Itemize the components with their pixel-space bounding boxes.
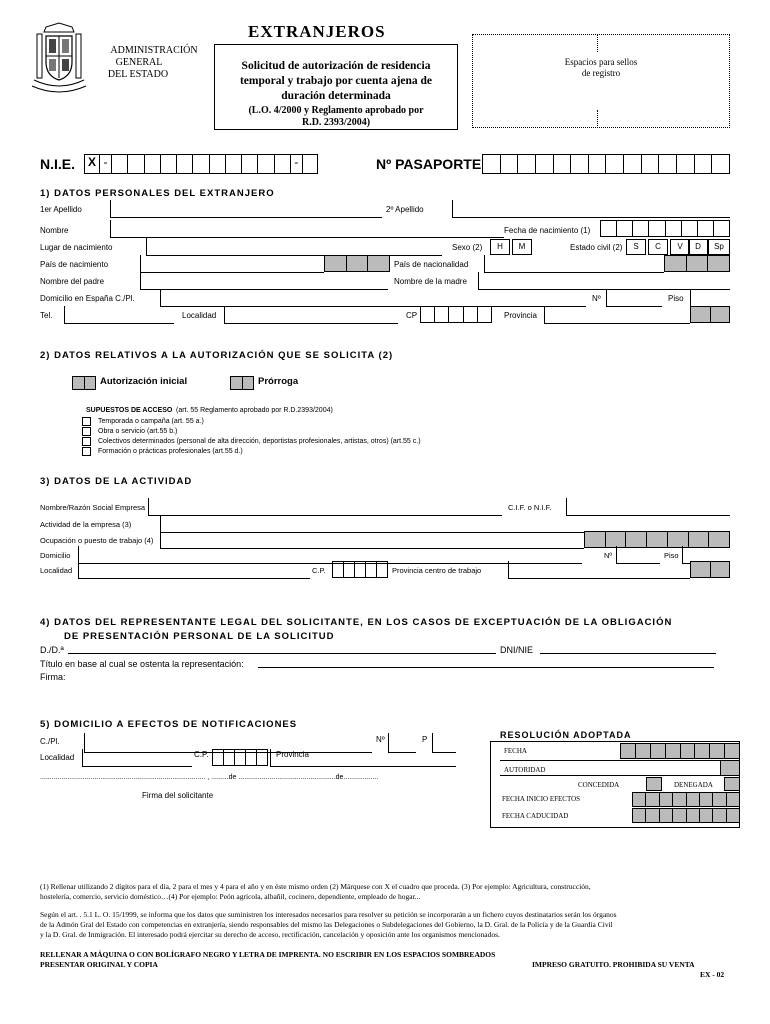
- section-4-title-2: DE PRESENTACIÓN PERSONAL DE LA SOLICITUD: [64, 631, 335, 642]
- checkbox-supuesto-4[interactable]: [82, 447, 91, 456]
- checkbox-res-denegada: [724, 777, 740, 791]
- section-2-title: 2) DATOS RELATIVOS A LA AUTORIZACIÓN QUE SE SOLICITA (2): [40, 350, 394, 361]
- label-firma-representante: Firma:: [40, 672, 66, 682]
- field-localidad-empresa[interactable]: [78, 561, 310, 579]
- form-title-line-2: temporal y trabajo por cuenta ajena de: [239, 75, 433, 87]
- code-pais-nacimiento: [324, 255, 390, 272]
- label-localidad: Localidad: [182, 311, 217, 320]
- label-supuestos-ref: (art. 55 Reglamento aprobado por R.D.2393/2004): [176, 407, 333, 414]
- checkbox-autorizacion-inicial[interactable]: [72, 376, 96, 390]
- field-titulo-representacion[interactable]: [258, 667, 714, 668]
- label-estado-civil: Estado civil (2): [570, 243, 623, 252]
- admin-line-2: GENERAL: [115, 57, 163, 68]
- field-fecha-nacimiento[interactable]: [600, 220, 730, 237]
- field-pais-nacionalidad[interactable]: [484, 255, 664, 273]
- passport-field[interactable]: [482, 154, 730, 174]
- field-empresa[interactable]: [148, 498, 502, 516]
- field-res-inicio: [632, 792, 740, 807]
- label-apellido-1: 1er Apellido: [40, 205, 82, 214]
- stamp-tick-bottom: [597, 110, 598, 128]
- nie-dash-2: -: [291, 155, 303, 173]
- label-res-concedida: CONCEDIDA: [578, 781, 620, 789]
- label-pais-nacimiento: País de nacimiento: [40, 260, 109, 269]
- label-supuesto-4: Formación o prácticas profesionales (art.55 d.): [98, 448, 243, 455]
- label-pais-nacionalidad: País de nacionalidad: [394, 260, 469, 269]
- form-title-line-5: R.D. 2393/2004): [301, 117, 371, 128]
- label-sexo: Sexo (2): [452, 243, 483, 252]
- label-dni-nie: DNI/NIE: [500, 645, 534, 655]
- label-cp: CP: [406, 311, 418, 320]
- checkbox-supuesto-3[interactable]: [82, 437, 91, 446]
- label-apellido-2: 2º Apellido: [386, 205, 424, 214]
- label-notif-provincia: Provincia: [276, 750, 309, 759]
- field-provincia[interactable]: [544, 306, 690, 324]
- label-ocupacion: Ocupación o puesto de trabajo (4): [40, 536, 154, 545]
- checkbox-sexo-h[interactable]: H: [490, 239, 510, 255]
- label-res-fecha: FECHA: [504, 747, 527, 755]
- stamp-line-1: Espacios para sellos: [564, 57, 638, 67]
- label-nombre-padre: Nombre del padre: [40, 277, 105, 286]
- label-supuesto-3: Colectivos determinados (personal de alta dirección, deportistas profesionales, artistas, otros) (art.55 c.): [98, 438, 421, 445]
- label-notif-cp: C.P.: [194, 750, 209, 759]
- field-nombre-madre[interactable]: [478, 272, 730, 290]
- label-res-denegada: DENEGADA: [674, 781, 713, 789]
- checkbox-sexo-m[interactable]: M: [512, 239, 532, 255]
- label-actividad: Actividad de la empresa (3): [40, 520, 132, 529]
- field-cif[interactable]: [566, 498, 730, 516]
- date-place-line[interactable]: ..................................................................................... , .........de ..................................................de..................: [40, 774, 379, 781]
- label-provincia-empresa: Provincia centro de trabajo: [392, 566, 482, 575]
- field-apellido-2[interactable]: [452, 200, 730, 218]
- field-res-fecha: [620, 743, 740, 759]
- label-supuestos: SUPUESTOS DE ACCESO: [86, 407, 173, 414]
- checkbox-supuesto-2[interactable]: [82, 427, 91, 436]
- code-provincia-empresa: [690, 561, 730, 578]
- form-title-line-4: (L.O. 4/2000 y Reglamento aprobado por: [248, 105, 424, 116]
- label-piso: Piso: [668, 294, 684, 303]
- checkbox-prorroga[interactable]: [230, 376, 254, 390]
- field-telefono[interactable]: [64, 306, 174, 324]
- label-domicilio-empresa: Domicilio: [40, 551, 71, 560]
- form-title-line-1: Solicitud de autorización de residencia: [241, 60, 431, 72]
- label-empresa: Nombre/Razón Social Empresa: [40, 503, 146, 512]
- admin-line-1: ADMINISTRACIÓN: [110, 45, 198, 56]
- label-localidad-empresa: Localidad: [40, 566, 73, 575]
- coat-of-arms-icon: [28, 22, 90, 96]
- label-res-autoridad: AUTORIDAD: [504, 766, 546, 774]
- field-dni-nie[interactable]: [540, 653, 716, 654]
- label-supuesto-2: Obra o servicio (art.55 b.): [98, 428, 178, 435]
- field-notif-cp[interactable]: [212, 749, 268, 766]
- code-pais-nacionalidad: [664, 255, 730, 272]
- form-title-line-3: duración determinada: [281, 90, 391, 102]
- label-supuesto-1: Temporada o campaña (art. 55 a.): [98, 418, 204, 425]
- field-pais-nacimiento[interactable]: [140, 255, 324, 273]
- label-autorizacion-inicial: Autorización inicial: [100, 376, 188, 387]
- label-cif: C.I.F. o N.I.F.: [508, 503, 552, 512]
- field-cp-empresa[interactable]: [332, 561, 388, 578]
- lopd-line-1: Según el art. . 5.1 L. O. 15/1999, se informa que los datos que suministren los interesados necesarios para resolver su petición se incorporarán a un fichero cuyos destinatarios serán los órganos: [40, 910, 617, 919]
- field-res-autoridad-code: [720, 760, 740, 776]
- nie-field[interactable]: [84, 154, 318, 174]
- label-titulo-representacion: Título en base al cual se ostenta la representación:: [40, 659, 244, 669]
- admin-line-3: DEL ESTADO: [107, 69, 169, 80]
- section-4-title-1: 4) DATOS DEL REPRESENTANTE LEGAL DEL SOLICITANTE, EN LOS CASOS DE EXCEPTUACIÓN DE LA OBLIGACIÓN: [40, 617, 673, 628]
- label-notif-localidad: Localidad: [40, 753, 75, 762]
- label-nombre-madre: Nombre de la madre: [394, 277, 467, 286]
- field-lugar-nacimiento[interactable]: [146, 238, 442, 256]
- label-cp-empresa: C.P.: [312, 566, 326, 575]
- nie-prefix: X: [85, 155, 100, 173]
- section-1-title: 1) DATOS PERSONALES DEL EXTRANJERO: [40, 188, 275, 199]
- checkbox-ec-d[interactable]: D: [688, 239, 708, 255]
- lopd-line-3: y la D. Gral. de Inmigración. El interesado podrá ejercitar su derecho de acceso, rectificación, cancelación y oposición ante los organismos mencionados.: [40, 930, 500, 939]
- field-cp[interactable]: [420, 306, 492, 323]
- checkbox-supuesto-1[interactable]: [82, 417, 91, 426]
- stamp-area: [472, 34, 730, 128]
- field-res-caducidad: [632, 808, 740, 823]
- label-res-inicio: FECHA INICIO EFECTOS: [502, 795, 581, 803]
- nie-dash-1: -: [100, 155, 112, 173]
- field-apellido-1[interactable]: [110, 200, 382, 218]
- section-5-title: 5) DOMICILIO A EFECTOS DE NOTIFICACIONES: [40, 719, 298, 730]
- field-notif-provincia[interactable]: [270, 749, 456, 767]
- field-localidad[interactable]: [224, 306, 398, 324]
- label-numero: Nº: [592, 294, 601, 303]
- label-notif-calle: C./Pl.: [40, 737, 60, 746]
- free-form-notice: IMPRESO GRATUITO. PROHIBIDA SU VENTA: [532, 960, 695, 969]
- checkbox-ec-v[interactable]: V: [670, 239, 690, 255]
- checkbox-res-concedida: [646, 777, 662, 791]
- footnotes-line-2: hostelería, comercio, servicio doméstico…(4) Por ejemplo: Peón agrícola, albañil, cocinero, dependiente, empleado de hogar...: [40, 892, 421, 901]
- field-piso[interactable]: [690, 289, 730, 307]
- field-nombre-padre[interactable]: [140, 272, 388, 290]
- label-res-caducidad: FECHA CADUCIDAD: [502, 812, 569, 820]
- instructions-line-1: RELLENAR A MÁQUINA O CON BOLÍGRAFO NEGRO Y LETRA DE IMPRENTA. NO ESCRIBIR EN LOS ESPACIOS SOMBREADOS: [40, 950, 496, 959]
- label-firma-solicitante: Firma del solicitante: [142, 791, 214, 800]
- field-nombre[interactable]: [110, 220, 504, 238]
- label-provincia: Provincia: [504, 311, 537, 320]
- field-numero[interactable]: [606, 289, 662, 307]
- form-code: EX - 02: [700, 970, 725, 979]
- label-nombre: Nombre: [40, 226, 69, 235]
- field-notif-localidad[interactable]: [82, 749, 192, 767]
- stamp-tick-top: [597, 34, 598, 52]
- label-representante: D./D.ª: [40, 645, 64, 655]
- page-title: EXTRANJEROS: [248, 22, 386, 41]
- stamp-line-2: de registro: [581, 68, 621, 78]
- label-fecha-nacimiento: Fecha de nacimiento (1): [504, 226, 591, 235]
- resolucion-title: RESOLUCIÓN ADOPTADA: [500, 730, 632, 740]
- code-provincia: [690, 306, 730, 323]
- lopd-line-2: de la Admón Gral del Estado con competencias en extranjería, siendo responsables del mismo las Delegaciones o Subdelegaciones del Gobierno, la D. Gral. de la Policía y de la Guardia Civil: [40, 920, 613, 929]
- field-domicilio[interactable]: [160, 289, 586, 307]
- checkbox-ec-sp[interactable]: Sp: [708, 239, 730, 255]
- instructions-line-2: PRESENTAR ORIGINAL Y COPIA: [40, 960, 158, 969]
- label-piso-empresa: Piso: [664, 551, 679, 560]
- checkbox-ec-s[interactable]: S: [626, 239, 646, 255]
- label-notif-piso: P: [422, 735, 428, 744]
- footnotes-line-1: (1) Rellenar utilizando 2 dígitos para el día, 2 para el mes y 4 para el año y en éste mismo orden (2) Márquese con X el cuadro que proceda. (3) Por ejemplo: Agricultura, construcción,: [40, 882, 591, 891]
- field-provincia-empresa[interactable]: [508, 561, 690, 579]
- label-lugar-nacimiento: Lugar de nacimiento: [40, 243, 113, 252]
- label-prorroga: Prórroga: [258, 376, 299, 387]
- checkbox-ec-c[interactable]: C: [648, 239, 668, 255]
- section-3-title: 3) DATOS DE LA ACTIVIDAD: [40, 476, 193, 487]
- passport-label: Nº PASAPORTE: [376, 156, 482, 172]
- label-telefono: Tel.: [40, 311, 53, 320]
- form-title-box: [214, 44, 458, 130]
- label-domicilio: Domicilio en España C./Pl.: [40, 294, 135, 303]
- label-numero-empresa: Nº: [604, 551, 613, 560]
- label-notif-numero: Nº: [376, 735, 385, 744]
- nie-label: N.I.E.: [40, 156, 76, 172]
- field-representante[interactable]: [68, 653, 496, 654]
